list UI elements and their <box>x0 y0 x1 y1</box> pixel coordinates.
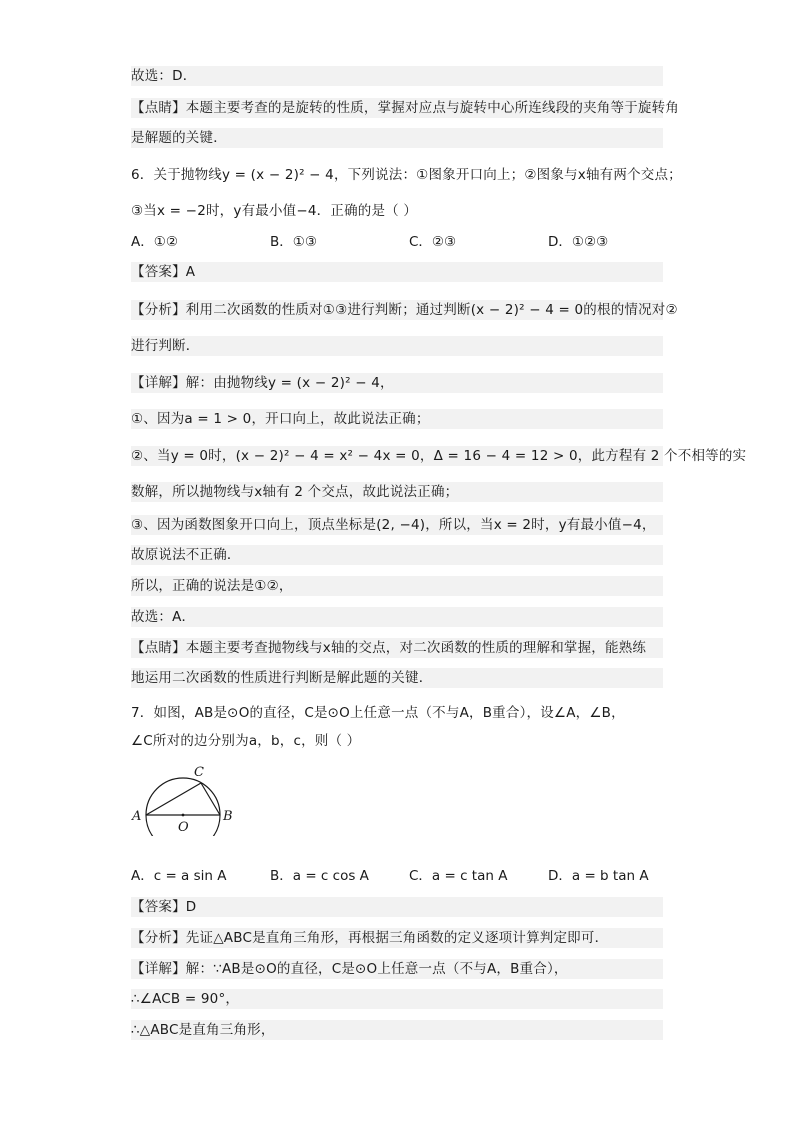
label-b: B <box>223 809 233 824</box>
q6-detail-8: 故选：A． <box>131 607 663 627</box>
q7-stem-cont: ∠C所对的边分别为a，b，c，则（ ） <box>131 733 361 749</box>
label-o: O <box>178 820 189 835</box>
q7-stem: 7．如图，AB是⊙O的直径，C是⊙O上任意一点（不与A，B重合），设∠A，∠B， <box>131 705 625 721</box>
q5-choice: 故选：D． <box>131 66 663 86</box>
q6-option-a: A．①② <box>131 234 178 250</box>
q7-option-c: C．a = c tan A <box>409 868 508 884</box>
q7-analysis: 【分析】先证△ABC是直角三角形，再根据三角函数的定义逐项计算判定即可． <box>131 928 663 948</box>
q6-option-d: D．①②③ <box>548 234 609 250</box>
q7-detail-1: 【详解】解：∵AB是⊙O的直径，C是⊙O上任意一点（不与A，B重合）， <box>131 959 663 979</box>
q7-option-d: D．a = b tan A <box>548 868 649 884</box>
q6-analysis: 【分析】利用二次函数的性质对①③进行判断；通过判断(x − 2)² − 4 = 0的根的情况对② <box>131 302 678 318</box>
q7-answer: 【答案】D <box>131 897 663 917</box>
chord-ac <box>146 783 201 815</box>
chord-cb <box>201 783 220 815</box>
q6-comment-cont: 地运用二次函数的性质进行判断是解此题的关键． <box>131 668 663 688</box>
q6-detail-6: 故原说法不正确． <box>131 545 663 565</box>
q6-analysis-cont: 进行判断． <box>131 336 663 356</box>
label-c: C <box>194 765 204 780</box>
q6-detail-7: 所以，正确的说法是①②， <box>131 576 663 596</box>
q7-circle-figure <box>128 760 240 836</box>
q6-detail-4: 数解，所以抛物线与x轴有 2 个交点，故此说法正确； <box>131 482 663 502</box>
q6-stem-cont: ③当x = −2时，y有最小值−4．正确的是（ ） <box>131 203 418 219</box>
q5-comment: 【点睛】本题主要考查的是旋转的性质，掌握对应点与旋转中心所连线段的夹角等于旋转角 <box>131 100 679 116</box>
q7-detail-3: ∴△ABC是直角三角形， <box>131 1020 663 1040</box>
q6-options <box>131 232 663 252</box>
q6-detail-1: 【详解】解：由抛物线y = (x − 2)² − 4， <box>131 373 663 393</box>
q6-detail-5: ③、因为函数图象开口向上，顶点坐标是(2, −4)，所以，当x = 2时，y有最小值−4， <box>131 515 663 535</box>
q6-stem: 6．关于抛物线y = (x − 2)² − 4，下列说法：①图象开口向上；②图象与x轴有两个交点； <box>131 167 682 183</box>
q5-comment-cont: 是解题的关键． <box>131 128 663 148</box>
center-dot <box>182 814 185 817</box>
q7-option-b: B．a = c cos A <box>270 868 369 884</box>
q7-options <box>131 866 663 886</box>
q6-option-b: B．①③ <box>270 234 317 250</box>
q6-answer: 【答案】A <box>131 262 663 282</box>
q7-option-a: A．c = a sin A <box>131 868 227 884</box>
q6-detail-3: ②、当y = 0时，(x − 2)² − 4 = x² − 4x = 0，Δ = 16 − 4 = 12 > 0，此方程有 2 个不相等的实 <box>131 448 747 464</box>
q6-option-c: C．②③ <box>409 234 457 250</box>
q6-comment: 【点睛】本题主要考查抛物线与x轴的交点，对二次函数的性质的理解和掌握，能熟练 <box>131 638 663 658</box>
q7-detail-2: ∴∠ACB = 90°， <box>131 989 663 1009</box>
label-a: A <box>132 809 142 824</box>
q6-detail-2: ①、因为a = 1 > 0，开口向上，故此说法正确； <box>131 409 663 429</box>
